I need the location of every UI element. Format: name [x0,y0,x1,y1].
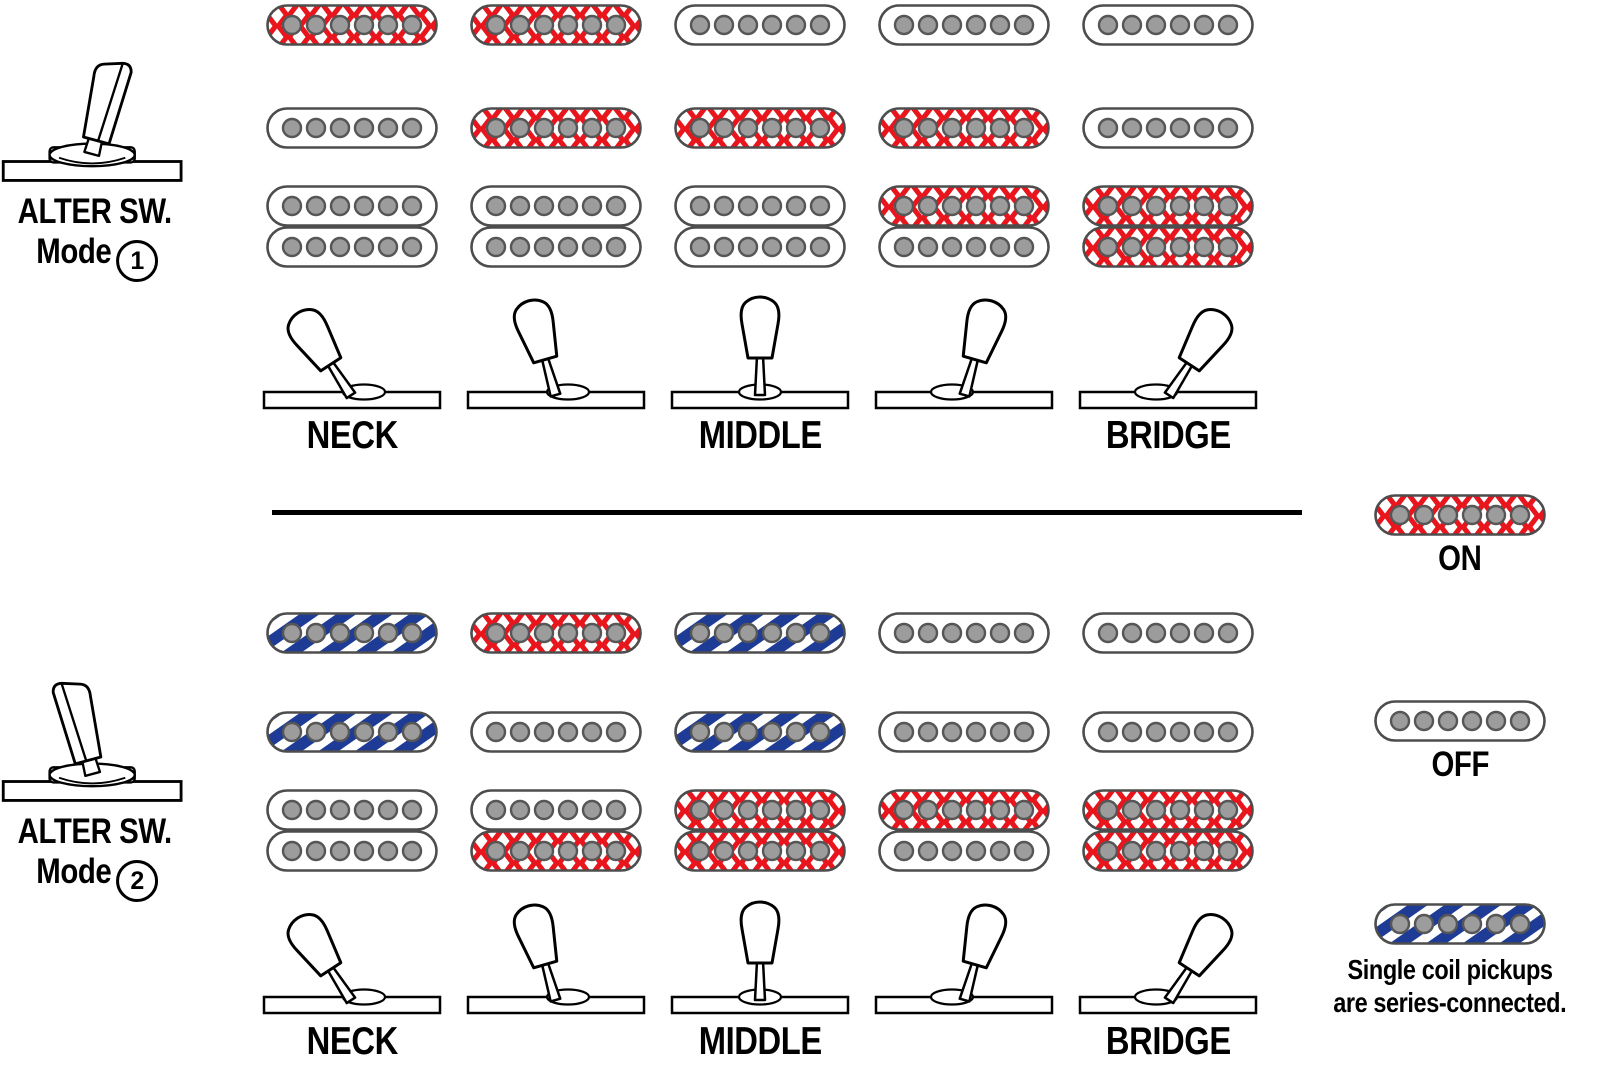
mode-number-badge: 2 [115,860,157,902]
position-label-middle-mode1: MIDDLE [698,414,822,457]
mode-number-badge: 1 [115,240,157,282]
position-label-neck-mode1: NECK [306,414,398,457]
alter-sw-label: ALTER SW. [17,192,173,231]
alter-sw-label: ALTER SW. [17,812,173,851]
legend-pickup-on [1374,494,1546,536]
legend-pickup-off [1374,700,1546,742]
position-label-neck-mode2: NECK [306,1020,398,1063]
legend-series-caption: Single coil pickups are series-connected. [1333,954,1567,1018]
legend-off-label: OFF [1431,745,1489,784]
position-label-bridge-mode1: BRIDGE [1105,414,1231,457]
legend-on-label: ON [1438,539,1482,578]
position-label-middle-mode2: MIDDLE [698,1020,822,1063]
legend-pickup-series [1374,903,1546,945]
position-label-bridge-mode2: BRIDGE [1105,1020,1231,1063]
mode-2-label: Mode 2 [0,852,190,902]
mode-1-label: Mode 1 [0,232,190,282]
